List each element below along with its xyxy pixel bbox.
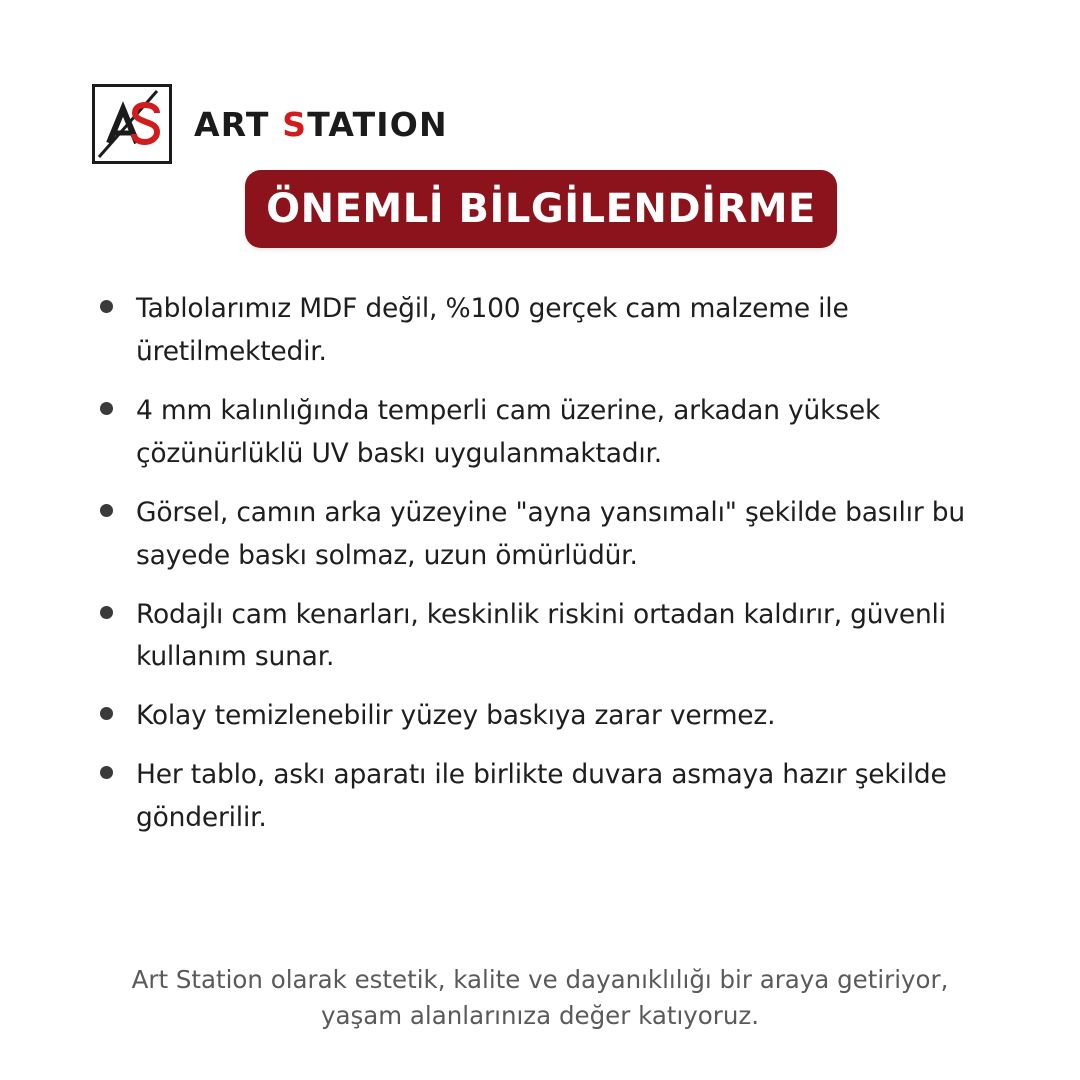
list-item-text: Görsel, camın arka yüzeyine "ayna yansımalı" şekilde basılır bu sayede baskı solmaz, uzun ömürlüdür.	[136, 496, 965, 571]
bullet-dot-icon	[100, 504, 113, 517]
list-item	[100, 594, 1030, 680]
list-item-text: Tablolarımız MDF değil, %100 gerçek cam malzeme ile üretilmektedir.	[136, 293, 849, 367]
bullet-dot-icon	[100, 606, 113, 619]
brand-logo	[92, 84, 448, 164]
bullet-dot-icon	[100, 707, 113, 720]
footer-line-2: yaşam alanlarınıza değer katıyoruz.	[320, 1000, 760, 1030]
page-title: ÖNEMLİ BİLGİLENDİRME	[266, 186, 816, 232]
as-monogram-icon	[92, 84, 172, 164]
brand-name-part1: ART	[194, 104, 283, 144]
footer-tagline	[0, 962, 1080, 1033]
list-item-text: 4 mm kalınlığında temperli cam üzerine, arkadan yüksek çözünürlüklü UV baskı uygulanmaktadır.	[136, 394, 881, 469]
list-item	[100, 695, 1030, 738]
brand-name-part2: TATION	[307, 104, 448, 144]
list-item	[100, 754, 1030, 840]
footer-line-1: Art Station olarak estetik, kalite ve dayanıklılığı bir araya getiriyor,	[131, 965, 949, 994]
list-item	[100, 492, 1030, 578]
brand-name	[194, 105, 448, 144]
list-item-text: Kolay temizlenebilir yüzey baskıya zarar vermez.	[136, 700, 776, 732]
list-item-text: Rodajlı cam kenarları, keskinlik riskini ortadan kaldırır, güvenli kullanım sunar.	[136, 598, 946, 673]
brand-name-accent: S	[282, 104, 308, 144]
bullet-dot-icon	[100, 300, 113, 313]
bullet-dot-icon	[100, 766, 113, 779]
bullet-dot-icon	[100, 402, 113, 415]
list-item	[100, 390, 1030, 476]
feature-list	[100, 288, 1030, 856]
list-item	[100, 288, 1030, 374]
list-item-text: Her tablo, askı aparatı ile birlikte duvara asmaya hazır şekilde gönderilir.	[136, 759, 947, 834]
title-banner	[245, 170, 837, 248]
